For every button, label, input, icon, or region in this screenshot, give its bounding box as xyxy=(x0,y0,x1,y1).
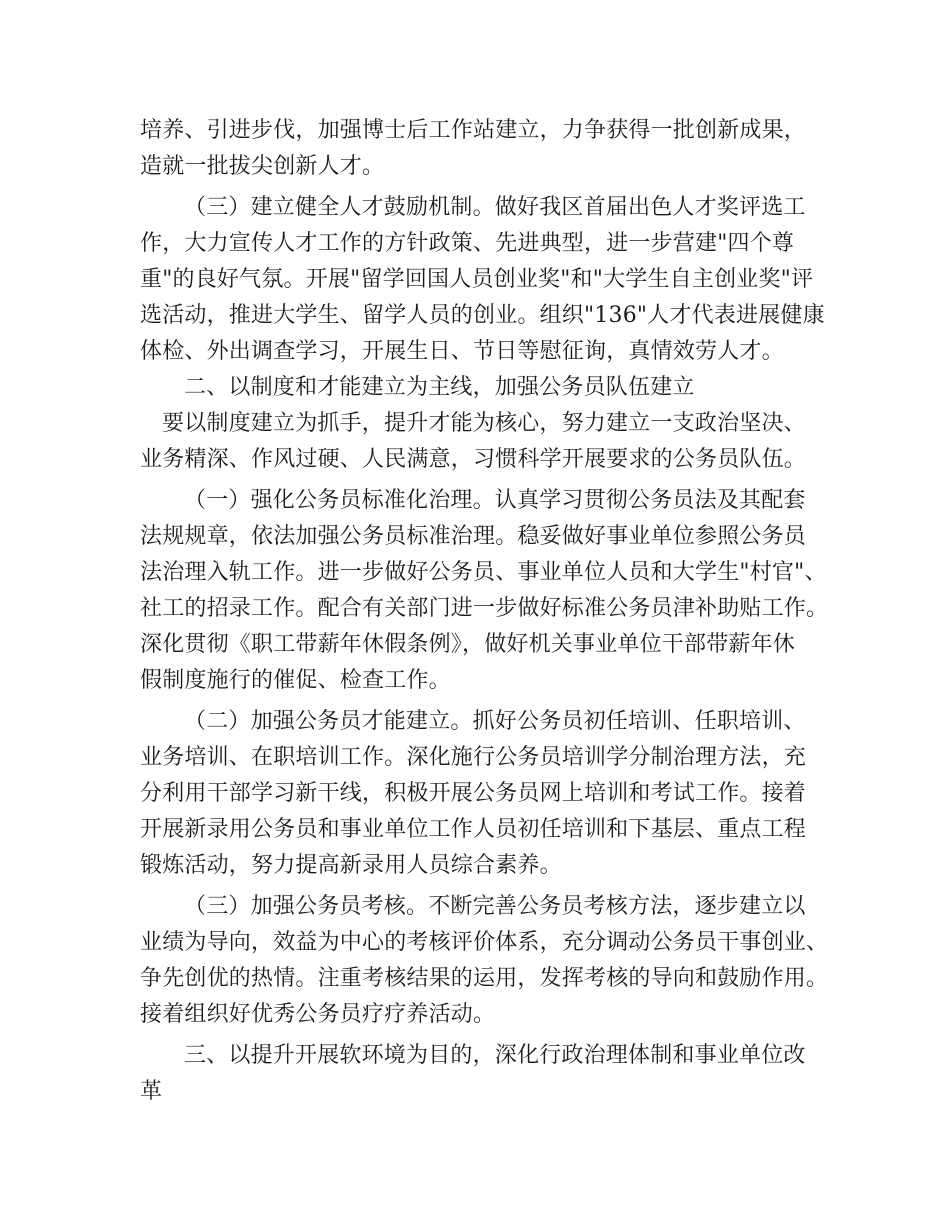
text-line: （二）加强公务员才能建立。抓好公务员初任培训、任职培训、 xyxy=(184,709,806,734)
text-line: （三）建立健全人才鼓励机制。做好我区首届出色人才奖评选工 xyxy=(184,195,806,220)
section-heading: 三、以提升开展软环境为目的，深化行政治理体制和事业单位改 xyxy=(184,1043,806,1068)
text-line: 革 xyxy=(140,1079,163,1104)
text-line: 业绩为导向，效益为中心的考核评价体系，充分调动公务员干事创业、 xyxy=(140,930,829,955)
text-line: 锻炼活动，努力提高新录用人员综合素养。 xyxy=(140,853,562,878)
text-line: （三）加强公务员考核。不断完善公务员考核方法，逐步建立以 xyxy=(184,894,806,919)
text-line: 作，大力宣传人才工作的方针政策、先进典型，进一步营建"四个尊 xyxy=(140,231,795,256)
text-line: 选活动，推进大学生、留学人员的创业。组织"136"人才代表进展健康 xyxy=(140,303,825,328)
text-line: 要以制度建立为抓手，提升才能为核心，努力建立一支政治坚决、 xyxy=(162,411,806,436)
text-line: 业务精深、作风过硬、人民满意，习惯科学开展要求的公务员队伍。 xyxy=(140,447,807,472)
text-line: 开展新录用公务员和事业单位工作人员初任培训和下基层、重点工程 xyxy=(140,817,807,842)
text-line: （一）强化公务员标准化治理。认真学习贯彻公务员法及其配套 xyxy=(184,488,806,513)
text-line: 培养、引进步伐，加强博士后工作站建立，力争获得一批创新成果， xyxy=(140,118,807,143)
text-line: 争先创优的热情。注重考核结果的运用，发挥考核的导向和鼓励作用。 xyxy=(140,966,829,991)
text-line: 假制度施行的催促、检查工作。 xyxy=(140,668,451,693)
text-line: 社工的招录工作。配合有关部门进一步做好标准公务员津补助贴工作。 xyxy=(140,596,829,621)
text-line: 接着组织好优秀公务员疗疗养活动。 xyxy=(140,1002,496,1027)
text-line: 重"的良好气氛。开展"留学回国人员创业奖"和"大学生自主创业奖"评 xyxy=(140,267,814,292)
text-line: 体检、外出调查学习，开展生日、节日等慰征询，真情效劳人才。 xyxy=(140,339,784,364)
text-line: 造就一批拔尖创新人才。 xyxy=(140,154,385,179)
document-body xyxy=(140,113,840,1110)
text-line: 分利用干部学习新干线，积极开展公务员网上培训和考试工作。接着 xyxy=(140,781,807,806)
text-line: 深化贯彻《职工带薪年休假条例》，做好机关事业单位干部带薪年休 xyxy=(140,632,796,657)
text-line: 法规规章，依法加强公务员标准治理。稳妥做好事业单位参照公务员 xyxy=(140,524,807,549)
section-heading: 二、以制度和才能建立为主线，加强公务员队伍建立 xyxy=(184,375,695,400)
text-line: 法治理入轨工作。进一步做好公务员、事业单位人员和大学生"村官"、 xyxy=(140,560,827,585)
text-line: 业务培训、在职培训工作。深化施行公务员培训学分制治理方法，充 xyxy=(140,745,807,770)
